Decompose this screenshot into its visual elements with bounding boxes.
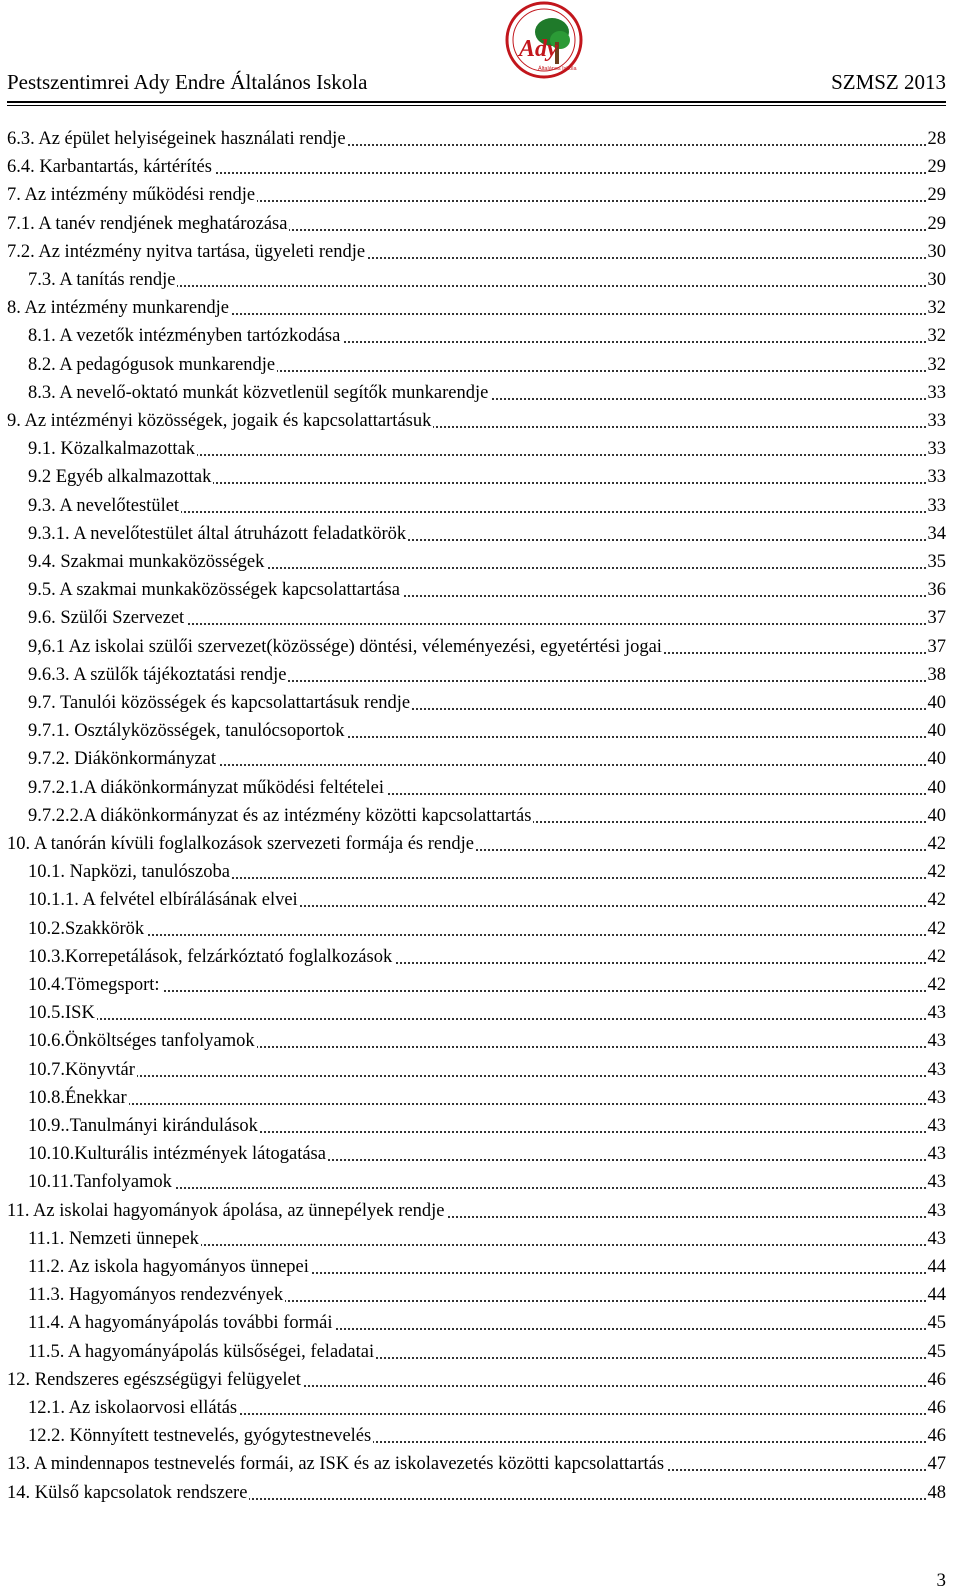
toc-entry-page: 40 bbox=[926, 690, 947, 716]
toc-entry-page: 43 bbox=[926, 1000, 947, 1026]
toc-entry-title: 10.2.Szakkörök bbox=[28, 916, 146, 942]
toc-entry-page: 32 bbox=[926, 352, 947, 378]
toc-entry-page: 44 bbox=[926, 1254, 947, 1280]
toc-entry-title: 9.3.1. A nevelőtestület által átruházott feladatkörök bbox=[28, 521, 408, 547]
toc-entry-title: 13. A mindennapos testnevelés formái, az ISK és az iskolavezetés közötti kapcsolattartás bbox=[7, 1451, 666, 1477]
toc-entry-page: 40 bbox=[926, 718, 947, 744]
school-name: Pestszentimrei Ady Endre Általános Iskola bbox=[7, 70, 368, 94]
toc-entry[interactable] bbox=[0, 1057, 960, 1083]
toc-entry[interactable] bbox=[0, 1141, 960, 1167]
toc-entry-title: 7.3. A tanítás rendje bbox=[28, 267, 177, 293]
toc-entry-page: 45 bbox=[926, 1339, 947, 1365]
toc-entry[interactable] bbox=[0, 352, 960, 378]
toc-entry-page: 42 bbox=[926, 944, 947, 970]
toc-entry[interactable] bbox=[0, 1480, 960, 1506]
toc-entry[interactable] bbox=[0, 1367, 960, 1393]
toc-entry[interactable] bbox=[0, 1395, 960, 1421]
logo-text: Ady bbox=[519, 36, 558, 62]
toc-leader-dots bbox=[28, 1103, 926, 1105]
toc-entry-title: 9.1. Közalkalmazottak bbox=[28, 436, 197, 462]
page-header bbox=[0, 0, 960, 110]
toc-entry-title: 10.1.1. A felvétel elbírálásának elvei bbox=[28, 887, 300, 913]
toc-entry[interactable] bbox=[0, 634, 960, 660]
toc-entry[interactable] bbox=[0, 1198, 960, 1224]
toc-entry-title: 10.6.Önköltséges tanfolyamok bbox=[28, 1028, 257, 1054]
toc-entry[interactable] bbox=[0, 972, 960, 998]
toc-entry-page: 32 bbox=[926, 295, 947, 321]
toc-entry-page: 34 bbox=[926, 521, 947, 547]
toc-entry[interactable] bbox=[0, 549, 960, 575]
toc-entry[interactable] bbox=[0, 1113, 960, 1139]
toc-entry[interactable] bbox=[0, 521, 960, 547]
toc-entry-title: 9,6.1 Az iskolai szülői szervezet(közössége) döntési, véleményezési, egyetértési jogai bbox=[28, 634, 664, 660]
toc-entry-page: 46 bbox=[926, 1367, 947, 1393]
toc-entry-page: 45 bbox=[926, 1310, 947, 1336]
toc-entry[interactable] bbox=[0, 1423, 960, 1449]
toc-entry-title: 9.7.2.2.A diákönkormányzat és az intézmény közötti kapcsolattartás bbox=[28, 803, 533, 829]
page-number: 3 bbox=[936, 1570, 946, 1591]
toc-entry-title: 9.4. Szakmai munkaközösségek bbox=[28, 549, 266, 575]
toc-entry-title: 12.2. Könnyített testnevelés, gyógytestnevelés bbox=[28, 1423, 373, 1449]
toc-entry[interactable] bbox=[0, 690, 960, 716]
toc-entry-title: 11. Az iskolai hagyományok ápolása, az ünnepélyek rendje bbox=[7, 1198, 447, 1224]
toc-entry-page: 48 bbox=[926, 1480, 947, 1506]
toc-leader-dots bbox=[28, 1018, 926, 1020]
toc-entry-title: 11.4. A hagyományápolás további formái bbox=[28, 1310, 335, 1336]
toc-entry-title: 9.7.1. Osztályközösségek, tanulócsoportok bbox=[28, 718, 347, 744]
toc-entry-page: 43 bbox=[926, 1085, 947, 1111]
toc-entry[interactable] bbox=[0, 380, 960, 406]
toc-entry[interactable] bbox=[0, 662, 960, 688]
toc-entry[interactable] bbox=[0, 182, 960, 208]
toc-entry-title: 7.1. A tanév rendjének meghatározása bbox=[7, 211, 289, 237]
toc-entry[interactable] bbox=[0, 126, 960, 152]
toc-entry[interactable] bbox=[0, 1000, 960, 1026]
toc-entry-page: 32 bbox=[926, 323, 947, 349]
toc-entry-title: 11.2. Az iskola hagyományos ünnepei bbox=[28, 1254, 311, 1280]
toc-entry-page: 47 bbox=[926, 1451, 947, 1477]
toc-entry[interactable] bbox=[0, 859, 960, 885]
toc-entry-title: 9. Az intézményi közösségek, jogaik és kapcsolattartásuk bbox=[7, 408, 433, 434]
toc-entry[interactable] bbox=[0, 1028, 960, 1054]
toc-entry-page: 29 bbox=[926, 211, 947, 237]
toc-entry-title: 10.11.Tanfolyamok bbox=[28, 1169, 174, 1195]
toc-entry-page: 46 bbox=[926, 1423, 947, 1449]
toc-entry[interactable] bbox=[0, 323, 960, 349]
toc-entry-title: 8.2. A pedagógusok munkarendje bbox=[28, 352, 277, 378]
toc-entry[interactable] bbox=[0, 746, 960, 772]
school-logo bbox=[504, 0, 584, 100]
toc-entry[interactable] bbox=[0, 803, 960, 829]
toc-entry-title: 12.1. Az iskolaorvosi ellátás bbox=[28, 1395, 239, 1421]
header-divider-thin bbox=[7, 105, 946, 106]
toc-leader-dots bbox=[28, 1075, 926, 1077]
toc-entry-page: 43 bbox=[926, 1057, 947, 1083]
toc-entry-page: 40 bbox=[926, 803, 947, 829]
toc-entry-page: 46 bbox=[926, 1395, 947, 1421]
toc-entry-page: 30 bbox=[926, 267, 947, 293]
toc-entry-page: 29 bbox=[926, 154, 947, 180]
toc-entry[interactable] bbox=[0, 775, 960, 801]
toc-entry[interactable] bbox=[0, 1226, 960, 1252]
toc-entry-page: 43 bbox=[926, 1226, 947, 1252]
toc-entry-title: 10.3.Korrepetálások, felzárkóztató foglalkozások bbox=[28, 944, 394, 970]
toc-entry[interactable] bbox=[0, 718, 960, 744]
toc-entry-page: 36 bbox=[926, 577, 947, 603]
toc-entry[interactable] bbox=[0, 154, 960, 180]
toc-entry[interactable] bbox=[0, 831, 960, 857]
toc-entry-title: 12. Rendszeres egészségügyi felügyelet bbox=[7, 1367, 303, 1393]
toc-entry-page: 33 bbox=[926, 436, 947, 462]
toc-entry[interactable] bbox=[0, 493, 960, 519]
toc-entry-page: 33 bbox=[926, 380, 947, 406]
toc-entry[interactable] bbox=[0, 1282, 960, 1308]
toc-leader-dots bbox=[28, 934, 926, 936]
toc-entry-page: 42 bbox=[926, 887, 947, 913]
toc-entry[interactable] bbox=[0, 239, 960, 265]
toc-entry-title: 9.3. A nevelőtestület bbox=[28, 493, 181, 519]
toc-entry[interactable] bbox=[0, 211, 960, 237]
toc-entry-title: 9.5. A szakmai munkaközösségek kapcsolattartása bbox=[28, 577, 402, 603]
toc-entry-title: 7.2. Az intézmény nyitva tartása, ügyeleti rendje bbox=[7, 239, 367, 265]
toc-entry-page: 37 bbox=[926, 605, 947, 631]
toc-entry[interactable] bbox=[0, 577, 960, 603]
toc-entry-page: 40 bbox=[926, 775, 947, 801]
toc-entry-title: 6.3. Az épület helyiségeinek használati rendje bbox=[7, 126, 348, 152]
toc-entry-page: 28 bbox=[926, 126, 947, 152]
toc-entry-page: 30 bbox=[926, 239, 947, 265]
toc-entry-page: 43 bbox=[926, 1113, 947, 1139]
toc-entry-title: 10.9..Tanulmányi kirándulások bbox=[28, 1113, 260, 1139]
toc-entry-title: 8. Az intézmény munkarendje bbox=[7, 295, 231, 321]
toc-entry-page: 42 bbox=[926, 972, 947, 998]
toc-entry-title: 14. Külső kapcsolatok rendszere bbox=[7, 1480, 249, 1506]
toc-leader-dots bbox=[28, 990, 926, 992]
toc-entry[interactable] bbox=[0, 1339, 960, 1365]
toc-entry-page: 43 bbox=[926, 1198, 947, 1224]
toc-entry[interactable] bbox=[0, 464, 960, 490]
toc-entry-title: 10.10.Kulturális intézmények látogatása bbox=[28, 1141, 328, 1167]
toc-entry-title: 9.7. Tanulói közösségek és kapcsolattartásuk rendje bbox=[28, 690, 412, 716]
toc-entry-title: 10. A tanórán kívüli foglalkozások szervezeti formája és rendje bbox=[7, 831, 476, 857]
toc-entry[interactable] bbox=[0, 295, 960, 321]
toc-entry-title: 6.4. Karbantartás, kártérítés bbox=[7, 154, 214, 180]
toc-entry-title: 11.3. Hagyományos rendezvények bbox=[28, 1282, 285, 1308]
toc-entry-title: 9.2 Egyéb alkalmazottak bbox=[28, 464, 213, 490]
toc-entry-page: 40 bbox=[926, 746, 947, 772]
toc-entry[interactable] bbox=[0, 1310, 960, 1336]
toc-entry[interactable] bbox=[0, 408, 960, 434]
logo-subtext: Általános Iskola bbox=[538, 66, 577, 72]
toc-entry-page: 43 bbox=[926, 1169, 947, 1195]
document-code: SZMSZ 2013 bbox=[831, 70, 946, 94]
toc-entry-page: 43 bbox=[926, 1028, 947, 1054]
toc-entry-page: 42 bbox=[926, 831, 947, 857]
toc-entry[interactable] bbox=[0, 944, 960, 970]
toc-entry-page: 33 bbox=[926, 493, 947, 519]
toc-entry[interactable] bbox=[0, 1254, 960, 1280]
toc-entry-page: 29 bbox=[926, 182, 947, 208]
toc-entry[interactable] bbox=[0, 436, 960, 462]
toc-entry[interactable] bbox=[0, 1085, 960, 1111]
toc-entry-title: 10.4.Tömegsport: bbox=[28, 972, 162, 998]
toc-entry-page: 38 bbox=[926, 662, 947, 688]
toc-entry-page: 37 bbox=[926, 634, 947, 660]
toc-entry-page: 44 bbox=[926, 1282, 947, 1308]
toc-entry[interactable] bbox=[0, 887, 960, 913]
header-divider bbox=[7, 101, 946, 103]
toc-entry-page: 43 bbox=[926, 1141, 947, 1167]
toc-entry[interactable] bbox=[0, 605, 960, 631]
toc-entry-title: 11.1. Nemzeti ünnepek bbox=[28, 1226, 201, 1252]
toc-entry-title: 9.6. Szülői Szervezet bbox=[28, 605, 186, 631]
toc-entry-page: 33 bbox=[926, 408, 947, 434]
toc-entry[interactable] bbox=[0, 1169, 960, 1195]
toc-entry-page: 42 bbox=[926, 859, 947, 885]
toc-entry-page: 33 bbox=[926, 464, 947, 490]
toc-entry-title: 10.5.ISK bbox=[28, 1000, 97, 1026]
toc-entry[interactable] bbox=[0, 267, 960, 293]
toc-entry-title: 8.3. A nevelő-oktató munkát közvetlenül segítők munkarendje bbox=[28, 380, 490, 406]
toc-entry-title: 9.7.2.1.A diákönkormányzat működési feltételei bbox=[28, 775, 386, 801]
toc-entry-title: 8.1. A vezetők intézményben tartózkodása bbox=[28, 323, 342, 349]
toc-entry-title: 7. Az intézmény működési rendje bbox=[7, 182, 257, 208]
toc-entry-title: 10.8.Énekkar bbox=[28, 1085, 129, 1111]
toc-entry[interactable] bbox=[0, 916, 960, 942]
toc-entry-title: 10.7.Könyvtár bbox=[28, 1057, 137, 1083]
toc-entry-title: 10.1. Napközi, tanulószoba bbox=[28, 859, 232, 885]
toc-entry-title: 9.7.2. Diákönkormányzat bbox=[28, 746, 218, 772]
toc-entry[interactable] bbox=[0, 1451, 960, 1477]
toc-entry-title: 9.6.3. A szülők tájékoztatási rendje bbox=[28, 662, 288, 688]
toc-entry-page: 42 bbox=[926, 916, 947, 942]
toc-entry-page: 35 bbox=[926, 549, 947, 575]
toc-entry-title: 11.5. A hagyományápolás külsőségei, feladatai bbox=[28, 1339, 376, 1365]
